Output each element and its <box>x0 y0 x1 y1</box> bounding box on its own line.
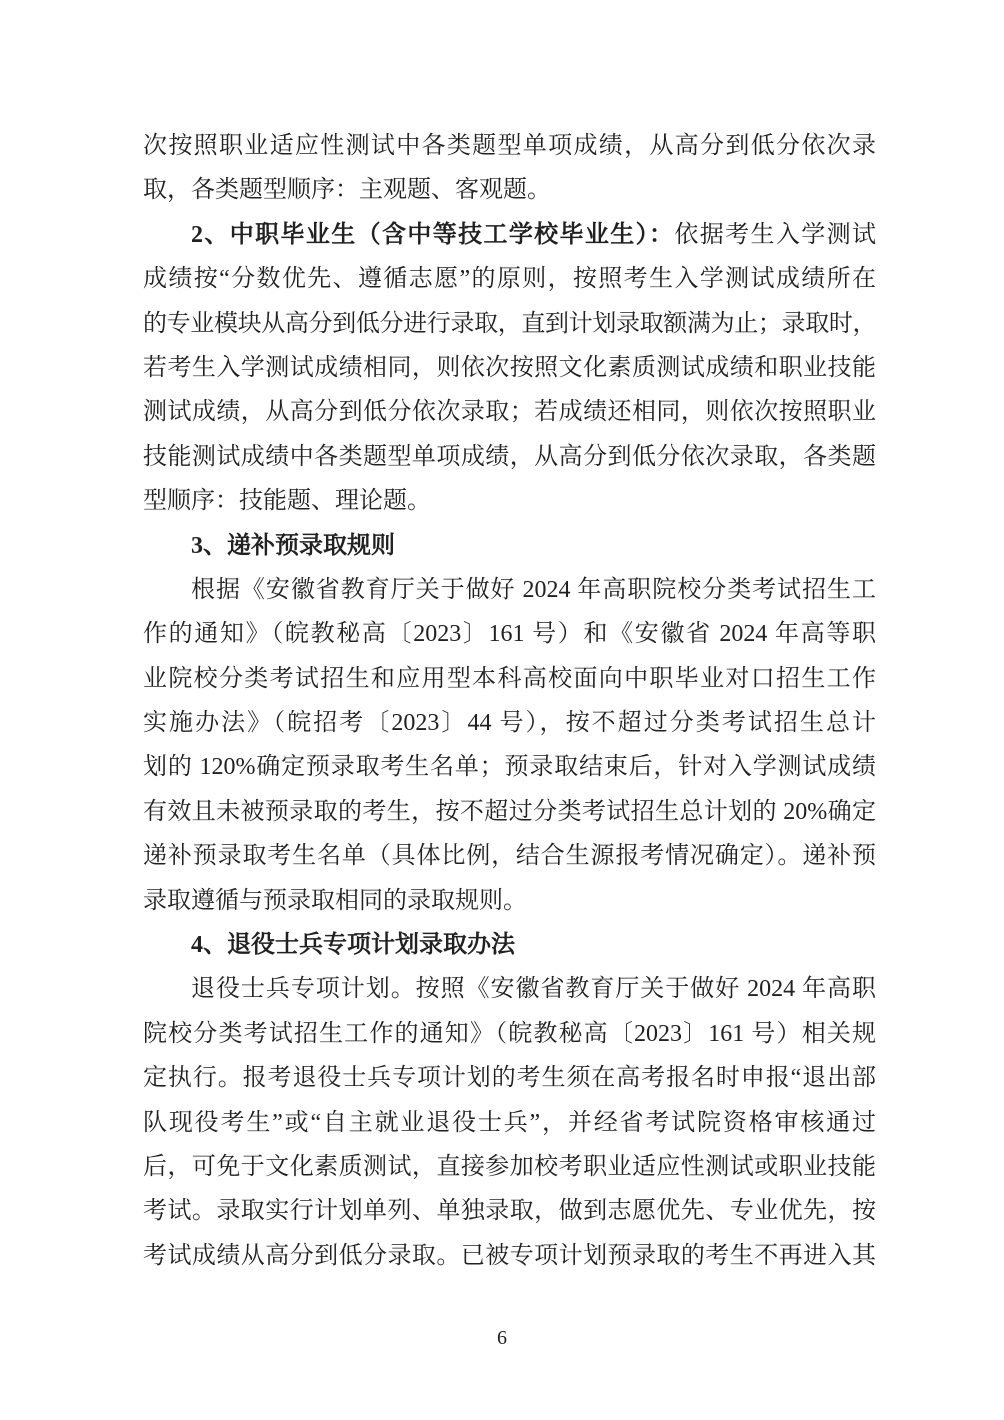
text-run: 有效且未被预录取的考生，按不超过分类考试招生总计划的 20%确定 <box>143 798 876 825</box>
page-number: 6 <box>497 1327 507 1349</box>
heading-run: 4、退役士兵专项计划录取办法 <box>191 932 515 959</box>
text-line <box>143 1189 876 1233</box>
text-line <box>143 923 876 967</box>
text-line <box>143 745 876 789</box>
document-body <box>143 124 876 1278</box>
text-run: 后，可免于文化素质测试，直接参加校考职业适应性测试或职业技能 <box>143 1153 876 1180</box>
text-run: 依据考生入学测试 <box>674 221 876 248</box>
text-line <box>143 967 876 1011</box>
text-line <box>143 834 876 878</box>
text-line <box>143 657 876 701</box>
text-run: 次按照职业适应性测试中各类题型单项成绩，从高分到低分依次录 <box>143 133 876 159</box>
text-run: 实施办法》（皖招考〔2023〕44 号），按不超过分类考试招生总计 <box>143 710 876 737</box>
text-run: 队现役考生”或“自主就业退役士兵”，并经省考试院资格审核通过 <box>143 1109 876 1136</box>
text-line <box>143 1145 876 1189</box>
text-line <box>143 1012 876 1056</box>
text-run: 录取遵循与预录取相同的录取规则。 <box>143 887 527 914</box>
text-run: 若考生入学测试成绩相同，则依次按照文化素质测试成绩和职业技能 <box>143 354 876 381</box>
text-run: 业院校分类考试招生和应用型本科高校面向中职毕业对口招生工作 <box>143 665 876 692</box>
text-run: 递补预录取考生名单（具体比例，结合生源报考情况确定）。递补预 <box>143 843 876 870</box>
page-footer <box>0 1324 1004 1352</box>
text-line <box>143 213 876 257</box>
text-run: 根据《安徽省教育厅关于做好 2024 年高职院校分类考试招生工 <box>191 576 876 603</box>
text-line <box>143 1101 876 1145</box>
heading-run: 2、中职毕业生（含中等技工学校毕业生）： <box>191 221 675 248</box>
text-line <box>143 568 876 612</box>
text-line <box>143 701 876 745</box>
text-line <box>143 168 876 212</box>
text-run: 退役士兵专项计划。按照《安徽省教育厅关于做好 2024 年高职 <box>191 976 876 1003</box>
text-line <box>143 435 876 479</box>
text-line <box>143 612 876 656</box>
text-line <box>143 1056 876 1100</box>
text-line <box>143 390 876 434</box>
text-line <box>143 790 876 834</box>
text-run: 取，各类题型顺序：主观题、客观题。 <box>143 177 551 204</box>
text-line <box>143 257 876 301</box>
text-line <box>143 524 876 568</box>
text-run: 作的通知》（皖教秘高〔2023〕161 号）和《安徽省 2024 年高等职 <box>143 621 876 648</box>
text-line <box>143 1234 876 1278</box>
text-line <box>143 124 876 168</box>
text-run: 考试。录取实行计划单列、单独录取，做到志愿优先、专业优先，按 <box>143 1198 876 1225</box>
text-run: 技能测试成绩中各类题型单项成绩，从高分到低分依次录取，各类题 <box>143 443 876 470</box>
text-run: 的专业模块从高分到低分进行录取，直到计划录取额满为止；录取时， <box>143 310 876 337</box>
text-run: 型顺序：技能题、理论题。 <box>143 488 431 515</box>
text-run: 定执行。报考退役士兵专项计划的考生须在高考报名时申报“退出部 <box>143 1065 876 1092</box>
heading-run: 3、递补预录取规则 <box>191 532 395 559</box>
text-run: 考试成绩从高分到低分录取。已被专项计划预录取的考生不再进入其 <box>143 1242 876 1269</box>
text-run: 院校分类考试招生工作的通知》（皖教秘高〔2023〕161 号）相关规 <box>143 1020 876 1047</box>
text-line <box>143 879 876 923</box>
text-line <box>143 479 876 523</box>
text-line <box>143 346 876 390</box>
text-run: 测试成绩，从高分到低分依次录取；若成绩还相同，则依次按照职业 <box>143 399 876 426</box>
text-run: 成绩按“分数优先、遵循志愿”的原则，按照考生入学测试成绩所在 <box>143 266 876 293</box>
text-run: 划的 120%确定预录取考生名单；预录取结束后，针对入学测试成绩 <box>143 754 876 781</box>
text-line <box>143 302 876 346</box>
